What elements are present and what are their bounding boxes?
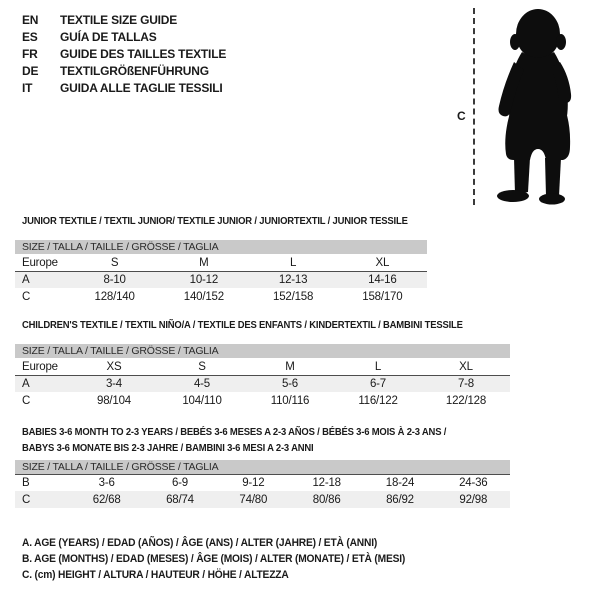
row-label: C [22, 290, 31, 303]
language-code: ES [22, 29, 38, 44]
age-cell: 14-16 [368, 274, 397, 286]
age-cell: 7-8 [457, 378, 475, 390]
row-label: C [22, 394, 31, 407]
table-row-height [15, 288, 427, 305]
table-row-europe [15, 358, 510, 375]
height-cell: 68/74 [166, 493, 194, 506]
table-row-age [15, 271, 427, 288]
language-label: GUIDA ALLE TAGLIE TESSILI [60, 80, 223, 95]
age-cell: 6-7 [369, 378, 387, 390]
table-row-age [15, 375, 510, 392]
size-header-bar: SIZE / TALLA / TAILLE / GRÖSSE / TAGLIA [15, 344, 510, 358]
language-label: GUÍA DE TALLAS [60, 29, 157, 44]
height-cell: 80/86 [312, 493, 341, 506]
size-cell: M [285, 360, 295, 373]
babies-section-title-line2: BABYS 3-6 MONATE BIS 2-3 JAHRE / BAMBINI 3-6 MESI A 2-3 ANNI [22, 442, 314, 454]
height-cell: 74/80 [239, 493, 268, 506]
age-cell: 3-4 [105, 378, 123, 390]
language-code: FR [22, 46, 38, 61]
size-cell: M [199, 256, 209, 269]
row-label: Europe [22, 256, 58, 269]
height-cell: 98/104 [97, 394, 131, 407]
language-row-fr [22, 45, 226, 62]
height-cell: 152/158 [273, 290, 314, 303]
table-row-height [15, 491, 510, 508]
age-cell: 5-6 [281, 378, 299, 390]
height-cell: 140/152 [183, 290, 224, 303]
language-row-es [22, 28, 226, 45]
age-cell: 4-5 [193, 378, 211, 390]
age-cell: 24-36 [459, 477, 488, 489]
babies-size-table [15, 460, 510, 508]
babies-section-title-line1: BABIES 3-6 MONTH TO 2-3 YEARS / BEBÉS 3-6 MESES A 2-3 AÑOS / BÉBÉS 3-6 MOIS À 2-3 ANS / [22, 426, 447, 438]
age-cell: 6-9 [171, 477, 188, 489]
language-row-en [22, 11, 226, 28]
language-code: IT [22, 80, 33, 95]
footnote-age-months: B. AGE (MONTHS) / EDAD (MESES) / ÂGE (MOIS) / ALTER (MONATE) / ETÀ (MESI) [22, 553, 406, 565]
language-label: TEXTILGRÖßENFÜHRUNG [60, 63, 209, 78]
footnote-age-years: A. AGE (YEARS) / EDAD (AÑOS) / ÂGE (ANS) / ALTER (JAHRE) / ETÀ (ANNI) [22, 537, 378, 549]
table-row-europe [15, 254, 427, 271]
height-measure-label: C [457, 109, 466, 123]
language-label: GUIDE DES TAILLES TEXTILE [60, 46, 227, 61]
row-label: A [22, 378, 30, 390]
table-row-age-months [15, 474, 510, 491]
age-cell: 10-12 [189, 274, 219, 286]
language-row-de [22, 62, 226, 79]
language-code: EN [22, 12, 39, 27]
height-cell: 122/128 [445, 394, 487, 407]
language-row-it [22, 79, 226, 96]
age-cell: 8-10 [103, 274, 126, 286]
height-dashed-line-icon [473, 8, 475, 205]
row-label: B [22, 477, 30, 489]
junior-section-title: JUNIOR TEXTILE / TEXTIL JUNIOR/ TEXTILE JUNIOR / JUNIORTEXTIL / JUNIOR TESSILE [22, 215, 408, 227]
toddler-silhouette-icon [484, 6, 586, 208]
row-label: Europe [22, 360, 58, 373]
size-cell: S [110, 256, 119, 269]
language-code: DE [22, 63, 39, 78]
language-title-list [22, 11, 226, 96]
size-header-bar: SIZE / TALLA / TAILLE / GRÖSSE / TAGLIA [15, 460, 510, 474]
size-cell: XS [106, 360, 122, 373]
height-cell: 110/116 [270, 394, 310, 407]
size-cell: L [374, 360, 382, 373]
age-cell: 12-18 [312, 477, 341, 489]
height-cell: 116/122 [358, 394, 398, 407]
age-cell: 9-12 [242, 477, 265, 489]
height-cell: 158/170 [362, 290, 403, 303]
age-cell: 18-24 [385, 477, 415, 489]
row-label: C [22, 493, 31, 506]
size-cell: L [290, 256, 297, 269]
footnote-height: C. (cm) HEIGHT / ALTURA / HAUTEUR / HÖHE / ALTEZZA [22, 569, 289, 581]
height-cell: 62/68 [92, 493, 121, 506]
age-cell: 12-13 [278, 274, 308, 286]
height-cell: 104/110 [182, 394, 222, 407]
height-cell: 128/140 [94, 290, 135, 303]
height-cell: 92/98 [459, 493, 488, 506]
row-label: A [22, 274, 30, 286]
size-cell: S [198, 360, 206, 373]
junior-size-table [15, 240, 427, 305]
children-size-table [15, 344, 510, 409]
children-section-title: CHILDREN'S TEXTILE / TEXTIL NIÑO/A / TEXTILE DES ENFANTS / KINDERTEXTIL / BAMBINI TESSILE [22, 319, 463, 331]
size-cell: XL [459, 360, 473, 373]
size-header-bar: SIZE / TALLA / TAILLE / GRÖSSE / TAGLIA [15, 240, 427, 254]
language-label: TEXTILE SIZE GUIDE [60, 12, 178, 27]
table-row-height [15, 392, 510, 409]
size-cell: XL [375, 256, 390, 269]
height-cell: 86/92 [386, 493, 414, 506]
age-cell: 3-6 [98, 477, 115, 489]
